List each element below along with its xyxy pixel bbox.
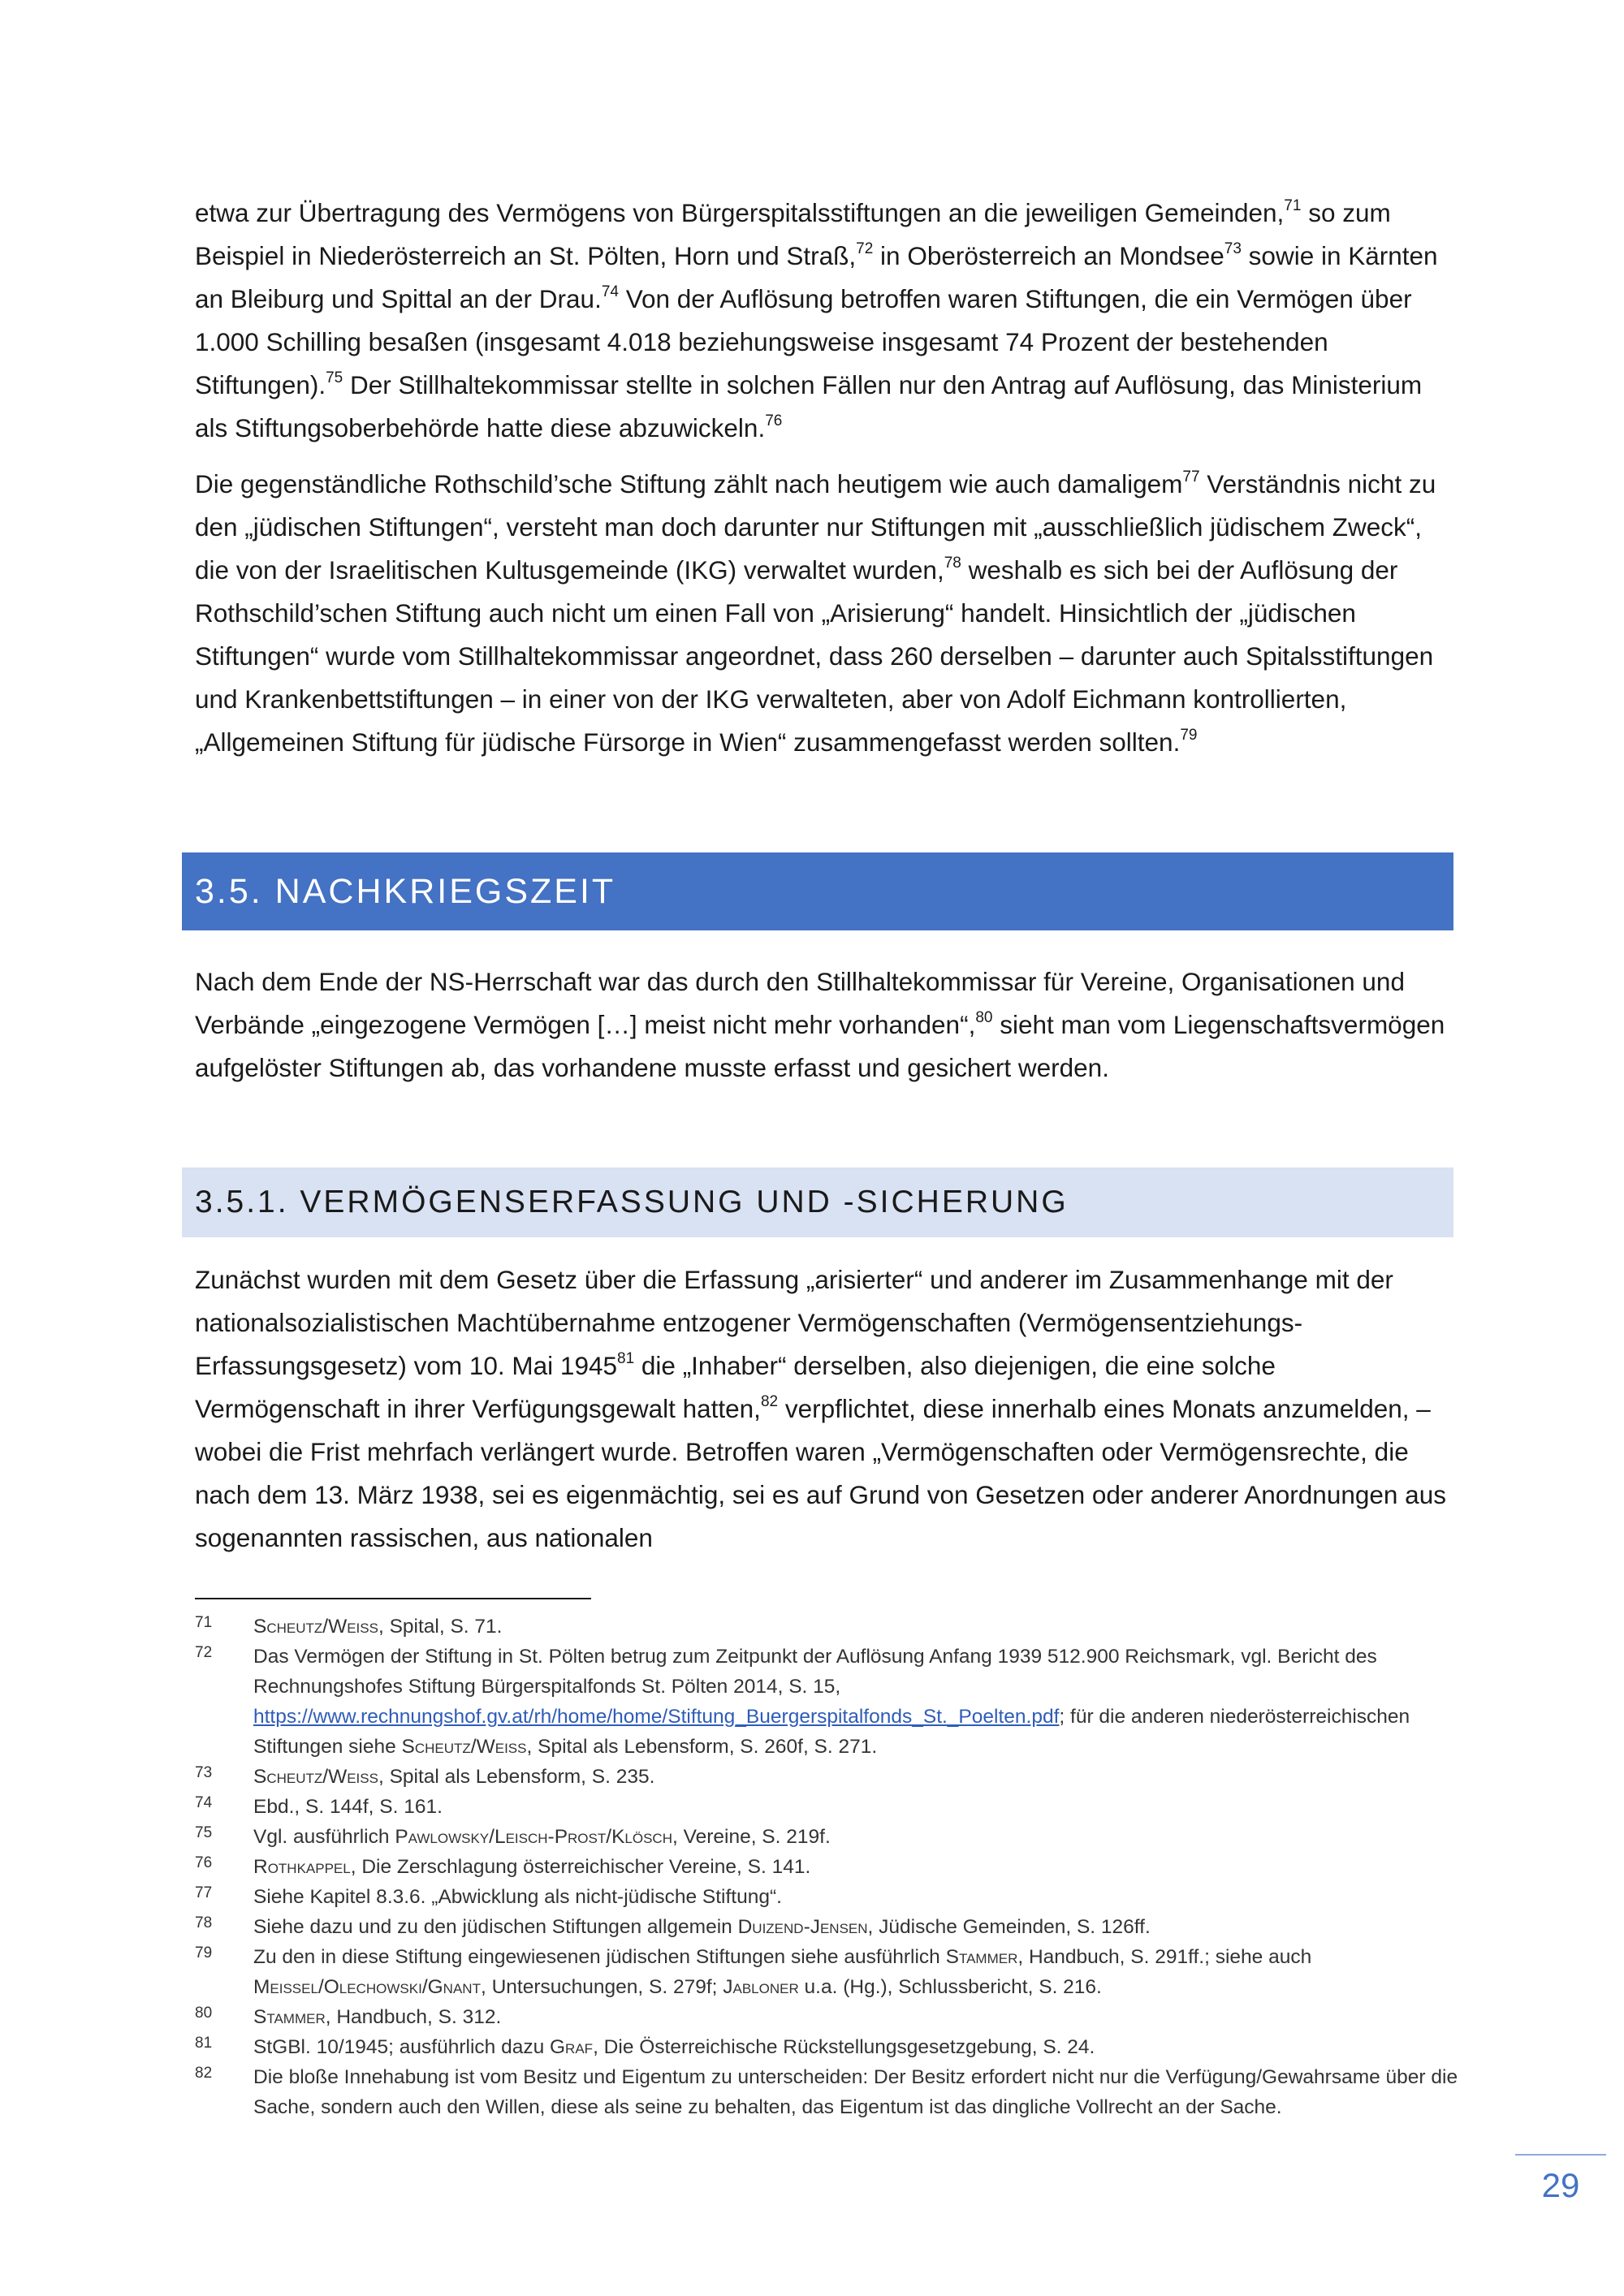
subsection-heading-3-5-1: 3.5.1. VERMÖGENSERFASSUNG UND -SICHERUNG [182,1167,1453,1237]
footnote-79: 79 Zu den in diese Stiftung eingewiesenen jüdischen Stiftungen siehe ausführlich Stammer, Handbuch, S. 291ff.; siehe auch Meissel/Olechowski/Gnant, Untersuchungen, S. 279f; Jabloner u.a. (Hg.), Schlussbericht, S. 216. [195,1944,1312,1998]
footnote-80: 80 Stammer, Handbuch, S. 312. [195,2005,502,2028]
footnote-ref-77[interactable]: 77 [1182,468,1200,486]
footnote-separator [195,1598,591,1599]
footnote-72: 72 Das Vermögen der Stiftung in St. Pölten betrug zum Zeitpunkt der Auflösung Anfang 1939 512.900 Reichsmark, vgl. Bericht des Rechnungshofes Stiftung Bürgerspitalfonds St. Pölten 2014, S. 15, https://www.rechnungshof.gv.at/rh/home/home/Stiftung_Buergerspitalfonds_St._Poelten.pdf; für die anderen niederösterreichischen Stiftungen siehe Scheutz/Weiss, Spital als Lebensform, S. 260f, S. 271. [195,1644,1410,1758]
paragraph-4: Zunächst wurden mit dem Gesetz über die Erfassung „arisierter“ und anderer im Zusammenhange mit der nationalsozialistischen Machtübernahme entzogener Vermögenschaften (Vermögensentziehungs-Erfassungsgesetz) vom 10. Mai 1945$^{81}$ die „Inhaber“ derselben, also diejenigen, die eine solche Vermögenschaft in ihrer Verfügungsgewalt hatten,$^{82}$ verpflichtet, diese innerhalb eines Monats anzumelden, – wobei die Frist mehrfach verlängert wurde. Betroffen waren „Vermögenschaften oder Vermögensrechte, die nach dem 13. März 1938, sei es eigenmächtig, sei es auf Grund von Gesetzen oder anderer Anordnungen aus sogenannten rassischen, aus nationalen [195,1265,1446,1552]
footnote-81: 81 StGBl. 10/1945; ausführlich dazu Graf, Die Österreichische Rückstellungsgesetzgebung, S. 24. [195,2035,1095,2058]
footnote-78: 78 Siehe dazu und zu den jüdischen Stiftungen allgemein Duizend-Jensen, Jüdische Gemeinden, S. 126ff. [195,1914,1151,1938]
footnote-ref-82[interactable]: 82 [760,1392,779,1410]
footnote-ref-79[interactable]: 79 [1180,726,1198,744]
footnote-ref-72[interactable]: 72 [856,240,874,257]
footnote-ref-73[interactable]: 73 [1224,240,1242,257]
footnote-ref-80[interactable]: 80 [975,1008,993,1026]
footnote-ref-74[interactable]: 74 [601,283,619,300]
page-number: 29 [1541,2166,1580,2204]
footnote-ref-71[interactable]: 71 [1284,196,1302,214]
paragraph-3: Nach dem Ende der NS-Herrschaft war das durch den Stillhaltekommissar für Vereine, Organisationen und Verbände „eingezogene Vermögen […] meist nicht mehr vorhanden“,$^{80}$ sieht man vom Liegenschaftsvermögen aufgelöster Stiftungen ab, das vorhandene musste erfasst und gesichert werden. [195,967,1445,1082]
footnote-75: 75 Vgl. ausführlich Pawlowsky/Leisch-Prost/Klösch, Vereine, S. 219f. [195,1824,831,1848]
footnote-ref-75[interactable]: 75 [326,369,343,386]
footnote-ref-78[interactable]: 78 [944,554,961,572]
page-number-rule [1515,2154,1606,2156]
footnote-76: 76 Rothkappel, Die Zerschlagung österreichischer Vereine, S. 141. [195,1854,811,1878]
footnote-74: 74 Ebd., S. 144f, S. 161. [195,1794,443,1818]
footnotes [195,1612,1462,2122]
footnote-82: 82 Die bloße Innehabung ist vom Besitz und Eigentum zu unterscheiden: Der Besitz erfordert nicht nur die Verfügung/Gewahrsame über die Sache, sondern auch den Willen, diese als seine zu behalten, das Eigentum ist das dingliche Vollrecht an der Sache. [195,2065,1458,2118]
footnote-77: 77 Siehe Kapitel 8.3.6. „Abwicklung als nicht-jüdische Stiftung“. [195,1884,782,1908]
section-heading-3-5: 3.5. NACHKRIEGSZEIT [182,852,1453,930]
footnote-71: 71 Scheutz/Weiss, Spital, S. 71. [195,1614,503,1638]
footnote-ref-81[interactable]: 81 [617,1349,635,1367]
footnote-ref-76[interactable]: 76 [765,412,783,429]
rechnungshof-link[interactable]: https://www.rechnungshof.gv.at/rh/home/home/Stiftung_Buergerspitalfonds_St._Poelten.pdf [253,1706,1060,1728]
paragraph-2: Die gegenständliche Rothschild’sche Stiftung zählt nach heutigem wie auch damaligem$^{77}$ Verständnis nicht zu den „jüdischen Stiftungen“, versteht man doch darunter nur Stiftungen mit „ausschließlich jüdischem Zweck“, die von der Israelitischen Kultusgemeinde (IKG) verwaltet wurden,$^{78}$ weshalb es sich bei der Auflösung der Rothschild’schen Stiftung auch nicht um einen Fall von „Arisierung“ handelt. Hinsichtlich der „jüdischen Stiftungen“ wurde vom Stillhaltekommissar angeordnet, dass 260 derselben – darunter auch Spitalsstiftungen und Krankenbettstiftungen – in einer von der IKG verwalteten, aber von Adolf Eichmann kontrollierten, „Allgemeinen Stiftung für jüdische Fürsorge in Wien“ zusammengefasst werden sollten.$^{79}$ [195,468,1436,757]
footnote-73: 73 Scheutz/Weiss, Spital als Lebensform, S. 235. [195,1764,655,1788]
paragraph-1: etwa zur Übertragung des Vermögens von Bürgerspitalsstiftungen an die jeweiligen Gemeinden,$^{71}$ so zum Beispiel in Niederösterreich an St. Pölten, Horn und Straß,$^{72}$ in Oberösterreich an Mondsee$^{73}$ sowie in Kärnten an Bleiburg und Spittal an der Drau.$^{74}$ Von der Auflösung betroffen waren Stiftungen, die ein Vermögen über 1.000 Schilling besaßen (insgesamt 4.018 beziehungsweise insgesamt 74 Prozent der bestehenden Stiftungen).$^{75}$ Der Stillhaltekommissar stellte in solchen Fällen nur den Antrag auf Auflösung, das Ministerium als Stiftungsoberbehörde hatte diese abzuwickeln.$^{76}$ [195,196,1438,442]
